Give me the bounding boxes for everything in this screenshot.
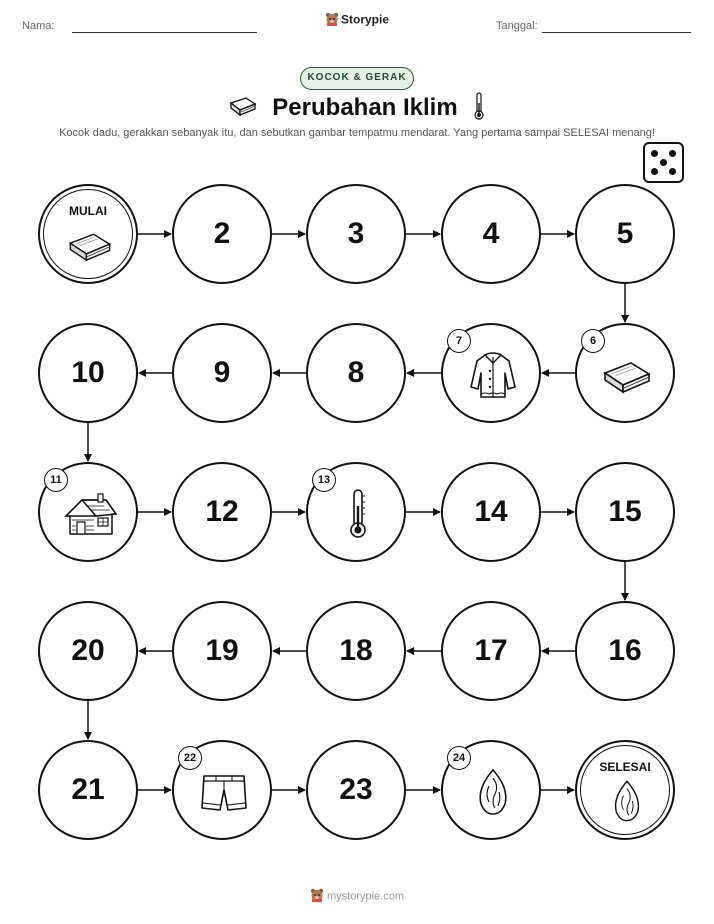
board-space-18[interactable]: [306, 601, 406, 701]
activity-badge: KOCOK & GERAK: [300, 67, 414, 90]
finish-label: SELESAI: [599, 760, 651, 774]
space-number: 18: [339, 634, 373, 667]
finish-space[interactable]: [575, 740, 675, 840]
board-space-3[interactable]: [306, 184, 406, 284]
board-space-6[interactable]: [575, 323, 675, 423]
space-number: 15: [608, 495, 642, 528]
board-space-9[interactable]: [172, 323, 272, 423]
board-space-21[interactable]: [38, 740, 138, 840]
board-space-11[interactable]: [38, 462, 138, 562]
thermometer-icon: [330, 486, 386, 542]
space-number: 19: [205, 634, 239, 667]
space-number: 5: [616, 217, 634, 250]
space-number-badge: 11: [44, 468, 68, 492]
board-space-7[interactable]: [441, 323, 541, 423]
board-space-24[interactable]: [441, 740, 541, 840]
house-icon: [62, 486, 118, 542]
board-space-14[interactable]: [441, 462, 541, 562]
book-icon: [599, 347, 655, 403]
footer: [0, 888, 714, 905]
board-space-19[interactable]: [172, 601, 272, 701]
date-label: Tanggal:: [496, 20, 538, 32]
space-number: 21: [71, 773, 105, 806]
seed-icon: [465, 764, 521, 820]
space-number: 14: [474, 495, 508, 528]
space-number-badge: 6: [581, 329, 605, 353]
page-title: Perubahan Iklim: [272, 94, 458, 121]
board-space-5[interactable]: [575, 184, 675, 284]
space-number: 12: [205, 495, 239, 528]
footer-url: mystorypie.com: [326, 890, 405, 903]
board-space-2[interactable]: [172, 184, 272, 284]
seed-icon: [602, 776, 652, 826]
shorts-icon: [196, 764, 252, 820]
space-number: 3: [347, 217, 365, 250]
board-space-20[interactable]: [38, 601, 138, 701]
board-space-22[interactable]: [172, 740, 272, 840]
instructions: Kocok dadu, gerakkan sebanyak itu, dan sebutkan gambar tempatmu mendarat. Yang pertama sampai SELESAI menang!: [59, 127, 655, 139]
space-number-badge: 13: [312, 468, 336, 492]
board-space-17[interactable]: [441, 601, 541, 701]
space-number: 10: [71, 356, 105, 389]
board-space-23[interactable]: [306, 740, 406, 840]
space-number: 8: [347, 356, 365, 389]
space-number: 4: [482, 217, 500, 250]
board-space-12[interactable]: [172, 462, 272, 562]
board-space-15[interactable]: [575, 462, 675, 562]
board-space-16[interactable]: [575, 601, 675, 701]
coat-icon: [465, 347, 521, 403]
board-space-4[interactable]: [441, 184, 541, 284]
space-number: 20: [71, 634, 105, 667]
book-icon: [65, 220, 115, 270]
board-space-8[interactable]: [306, 323, 406, 423]
space-number: 17: [474, 634, 508, 667]
space-number-badge: 22: [178, 746, 202, 770]
bear-icon: [310, 888, 324, 905]
board-space-10[interactable]: [38, 323, 138, 423]
space-number: 2: [213, 217, 231, 250]
space-number-badge: 7: [447, 329, 471, 353]
space-number: 9: [213, 356, 231, 389]
name-label: Nama:: [22, 20, 55, 32]
brand-name: Storypie: [340, 12, 389, 27]
board-space-13[interactable]: [306, 462, 406, 562]
space-number: 16: [608, 634, 642, 667]
start-label: MULAI: [69, 204, 107, 218]
space-number: 23: [339, 773, 373, 806]
start-space[interactable]: [38, 184, 138, 284]
space-number-badge: 24: [447, 746, 471, 770]
